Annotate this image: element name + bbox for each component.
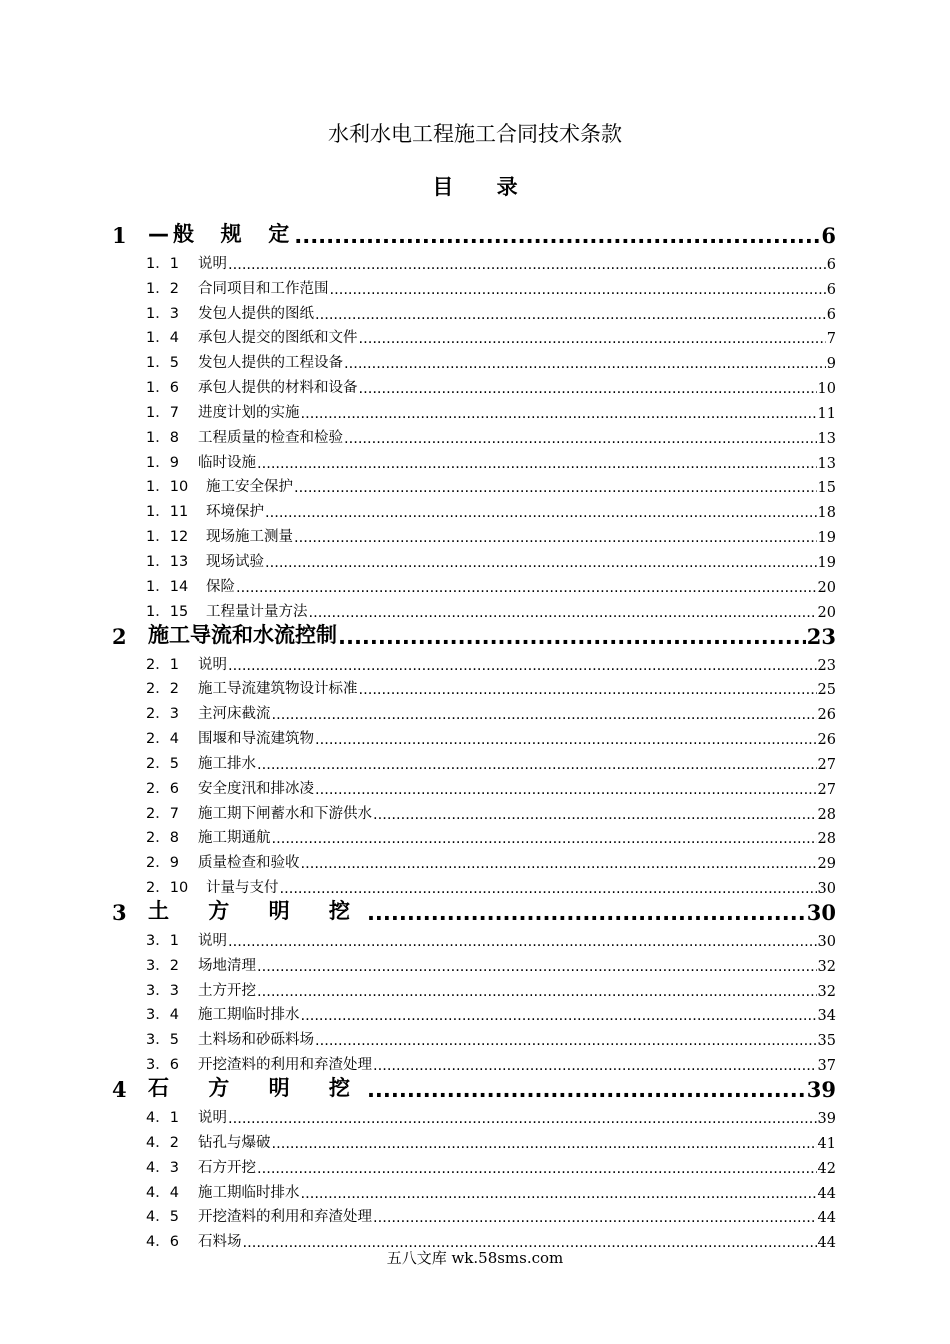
section-title: 计量与支付: [206, 880, 279, 897]
chapter-page: 39: [806, 1077, 836, 1103]
toc-entry[interactable]: [112, 447, 836, 472]
toc-entry[interactable]: [112, 723, 836, 748]
chapter-title: 土 方 明 挖: [148, 899, 366, 924]
chapter-number: 3: [112, 900, 127, 926]
toc-entry[interactable]: [112, 674, 836, 699]
section-title: 说明: [198, 656, 227, 673]
section-title: 施工期临时排水: [198, 1007, 300, 1024]
leader-dots: [373, 1058, 817, 1074]
section-page: 6: [826, 306, 836, 323]
section-title: 施工导流建筑物设计标准: [198, 681, 358, 698]
toc-entry[interactable]: [112, 798, 836, 823]
section-page: 9: [826, 356, 836, 373]
section-title: 质量检查和验收: [198, 855, 300, 872]
section-number: 4．6: [146, 1234, 179, 1251]
section-number: 1．3: [146, 305, 179, 322]
section-page: 27: [817, 756, 836, 773]
section-number: 4．5: [146, 1209, 179, 1226]
leader-dots: [294, 530, 817, 546]
section-page: 26: [817, 732, 836, 749]
section-page: 35: [817, 1033, 836, 1050]
leader-dots: [272, 831, 817, 847]
section-number: 1．14: [146, 578, 189, 595]
section-page: 13: [817, 430, 836, 447]
section-title: 工程质量的检查和检验: [198, 429, 343, 446]
toc-entry[interactable]: [112, 496, 836, 521]
section-number: 3．1: [146, 932, 179, 949]
section-page: 32: [817, 958, 836, 975]
leader-dots: [301, 856, 817, 872]
section-number: 2．3: [146, 706, 179, 723]
section-number: 2．8: [146, 830, 179, 847]
leader-dots: [265, 505, 817, 521]
section-title: 主河床截流: [198, 706, 271, 723]
leader-dots: [309, 605, 817, 621]
footer-watermark: 五八文库 wk.58sms.com: [386, 1249, 564, 1267]
document-title: 水利水电工程施工合同技术条款: [328, 122, 622, 146]
section-number: 3．6: [146, 1057, 179, 1074]
toc-entry[interactable]: [112, 1049, 836, 1074]
section-page: 44: [817, 1235, 836, 1252]
section-title: 场地清理: [198, 957, 256, 974]
chapter-page: 6: [821, 223, 836, 248]
section-number: 2．6: [146, 780, 179, 797]
chapter-number: 1: [112, 223, 127, 248]
leader-dots: [359, 381, 817, 397]
chapter-title: —般 规 定: [148, 222, 294, 246]
section-page: 37: [817, 1058, 836, 1075]
leader-dots: [373, 807, 817, 823]
section-page: 7: [826, 331, 836, 348]
leader-dots: [257, 959, 817, 975]
toc-entry[interactable]: [112, 847, 836, 872]
toc-entry[interactable]: [112, 1127, 836, 1152]
chapter-page: 23: [806, 623, 836, 649]
section-page: 11: [817, 405, 836, 422]
section-number: 1．11: [146, 504, 189, 521]
section-title: 土料场和砂砾料场: [198, 1032, 314, 1049]
chapter-title: 石 方 明 挖: [148, 1076, 366, 1101]
toc-entry[interactable]: [112, 323, 836, 348]
section-number: 2．10: [146, 880, 189, 897]
section-page: 41: [817, 1135, 836, 1152]
section-page: 13: [817, 455, 836, 472]
section-title: 现场施工测量: [206, 529, 293, 546]
leader-dots: [236, 580, 817, 596]
toc-chapter-2[interactable]: [112, 621, 836, 649]
section-page: 42: [817, 1160, 836, 1177]
toc-chapter-4[interactable]: [112, 1074, 836, 1102]
toc-entry[interactable]: [112, 422, 836, 447]
section-title: 施工期通航: [198, 830, 271, 847]
section-page: 15: [817, 480, 836, 497]
toc-entry[interactable]: [112, 546, 836, 571]
section-page: 29: [817, 856, 836, 873]
section-title: 工程量计量方法: [206, 603, 308, 620]
chapter-number: 4: [112, 1077, 127, 1103]
leader-dots: [359, 682, 817, 698]
section-number: 1．12: [146, 529, 189, 546]
section-page: 44: [817, 1210, 836, 1227]
leader-dots: [315, 782, 817, 798]
section-title: 现场试验: [206, 553, 264, 570]
toc-entry[interactable]: [112, 472, 836, 497]
toc-entry[interactable]: [112, 596, 836, 621]
section-page: 32: [817, 983, 836, 1000]
section-page: 25: [817, 682, 836, 699]
leader-dots: [315, 307, 826, 323]
section-number: 1．7: [146, 404, 179, 421]
toc-entry[interactable]: [112, 1152, 836, 1177]
section-page: 44: [817, 1185, 836, 1202]
chapter-number: 2: [112, 623, 127, 649]
toc-entry[interactable]: [112, 748, 836, 773]
section-title: 土方开挖: [198, 982, 256, 999]
leader-dots: [330, 282, 826, 298]
toc-entry[interactable]: [112, 872, 836, 897]
toc-entry[interactable]: [112, 698, 836, 723]
section-page: 20: [817, 579, 836, 596]
leader-dots: [265, 555, 817, 571]
leader-dots: [228, 658, 817, 674]
section-number: 4．2: [146, 1134, 179, 1151]
section-number: 3．2: [146, 957, 179, 974]
section-number: 3．5: [146, 1032, 179, 1049]
section-number: 1．15: [146, 603, 189, 620]
leader-dots: [257, 757, 817, 773]
toc-entry[interactable]: [112, 1202, 836, 1227]
toc-entry[interactable]: [112, 248, 836, 273]
section-number: 2．2: [146, 681, 179, 698]
section-page: 30: [817, 933, 836, 950]
toc-entry[interactable]: [112, 1102, 836, 1127]
section-page: 10: [817, 381, 836, 398]
leader-dots: [272, 1136, 817, 1152]
section-title: 临时设施: [198, 454, 256, 471]
toc-entry[interactable]: [112, 823, 836, 848]
toc-entry[interactable]: [112, 649, 836, 674]
section-page: 28: [817, 831, 836, 848]
toc-entry[interactable]: [112, 1024, 836, 1049]
chapter-page: 30: [806, 900, 836, 926]
leader-dots: [344, 356, 826, 372]
leader-dots: [338, 625, 806, 649]
leader-dots: [315, 1033, 817, 1049]
toc-entry[interactable]: [112, 521, 836, 546]
section-number: 1．4: [146, 330, 179, 347]
section-title: 施工期下闸蓄水和下游供水: [198, 805, 372, 822]
section-page: 28: [817, 806, 836, 823]
leader-dots: [257, 456, 817, 472]
toc-entry[interactable]: [112, 397, 836, 422]
section-title: 进度计划的实施: [198, 404, 300, 421]
section-page: 20: [817, 604, 836, 621]
section-number: 1．2: [146, 280, 179, 297]
section-title: 说明: [198, 1110, 227, 1126]
toc-entry[interactable]: [112, 273, 836, 298]
section-page: 23: [817, 657, 836, 674]
leader-dots: [257, 1161, 817, 1177]
leader-dots: [301, 406, 817, 422]
section-page: 30: [817, 881, 836, 898]
toc-entry[interactable]: [112, 1000, 836, 1025]
section-number: 1．1: [146, 255, 179, 272]
section-number: 2．9: [146, 855, 179, 872]
section-title: 保险: [206, 578, 235, 595]
section-page: 19: [817, 530, 836, 547]
leader-dots: [301, 1008, 817, 1024]
section-title: 发包人提供的工程设备: [198, 355, 343, 372]
section-title: 开挖渣料的利用和弃渣处理: [198, 1057, 372, 1074]
toc-entry[interactable]: [112, 372, 836, 397]
leader-dots: [315, 732, 817, 748]
section-number: 4．4: [146, 1184, 179, 1201]
section-number: 3．4: [146, 1007, 179, 1024]
section-number: 2．4: [146, 731, 179, 748]
leader-dots: [228, 1111, 817, 1127]
section-page: 34: [817, 1008, 836, 1025]
leader-dots: [367, 1078, 806, 1102]
section-number: 2．5: [146, 755, 179, 772]
toc-entry[interactable]: [112, 347, 836, 372]
toc-heading: 目 录: [432, 175, 536, 199]
section-page: 39: [817, 1111, 836, 1127]
table-of-contents: [112, 220, 836, 1251]
section-title: 合同项目和工作范围: [198, 280, 329, 297]
section-title: 发包人提供的图纸: [198, 305, 314, 322]
section-title: 施工安全保护: [206, 479, 293, 496]
section-title: 说明: [198, 932, 227, 949]
section-title: 安全度汛和排冰凌: [198, 780, 314, 797]
section-title: 环境保护: [206, 504, 264, 521]
toc-chapter-3[interactable]: [112, 897, 836, 925]
section-number: 1．10: [146, 479, 189, 496]
section-number: 4．1: [146, 1110, 179, 1126]
toc-entry[interactable]: [112, 975, 836, 1000]
toc-entry[interactable]: [112, 571, 836, 596]
section-number: 1．13: [146, 553, 189, 570]
section-title: 施工期临时排水: [198, 1184, 300, 1201]
section-page: 26: [817, 707, 836, 724]
section-number: 1．9: [146, 454, 179, 471]
toc-entry[interactable]: [112, 1177, 836, 1202]
section-number: 3．3: [146, 982, 179, 999]
leader-dots: [373, 1210, 817, 1226]
section-number: 4．3: [146, 1159, 179, 1176]
toc-entry[interactable]: [112, 773, 836, 798]
section-title: 石方开挖: [198, 1159, 256, 1176]
section-number: 1．8: [146, 429, 179, 446]
toc-chapter-1[interactable]: [112, 220, 836, 248]
section-title: 石料场: [198, 1234, 242, 1251]
section-number: 2．7: [146, 805, 179, 822]
section-page: 19: [817, 554, 836, 571]
section-title: 开挖渣料的利用和弃渣处理: [198, 1209, 372, 1226]
toc-entry[interactable]: [112, 298, 836, 323]
leader-dots: [301, 1186, 817, 1202]
section-page: 27: [817, 781, 836, 798]
section-page: 6: [826, 281, 836, 298]
chapter-title: 施工导流和水流控制: [148, 622, 337, 647]
leader-dots: [294, 480, 817, 496]
section-number: 1．6: [146, 380, 179, 397]
leader-dots: [228, 934, 817, 950]
section-title: 围堰和导流建筑物: [198, 731, 314, 748]
section-page: 18: [817, 505, 836, 522]
toc-entry[interactable]: [112, 925, 836, 950]
leader-dots: [344, 431, 817, 447]
section-title: 说明: [198, 255, 227, 272]
section-number: 2．1: [146, 656, 179, 673]
section-title: 承包人提交的图纸和文件: [198, 330, 358, 347]
leader-dots: [367, 901, 806, 925]
section-number: 1．5: [146, 355, 179, 372]
toc-entry[interactable]: [112, 950, 836, 975]
leader-dots: [359, 331, 826, 347]
section-title: 钻孔与爆破: [198, 1134, 271, 1151]
leader-dots: [228, 257, 826, 273]
section-page: 6: [826, 256, 836, 273]
section-title: 施工排水: [198, 755, 256, 772]
leader-dots: [272, 707, 817, 723]
section-title: 承包人提供的材料和设备: [198, 380, 358, 397]
leader-dots: [294, 224, 820, 248]
leader-dots: [257, 984, 817, 1000]
